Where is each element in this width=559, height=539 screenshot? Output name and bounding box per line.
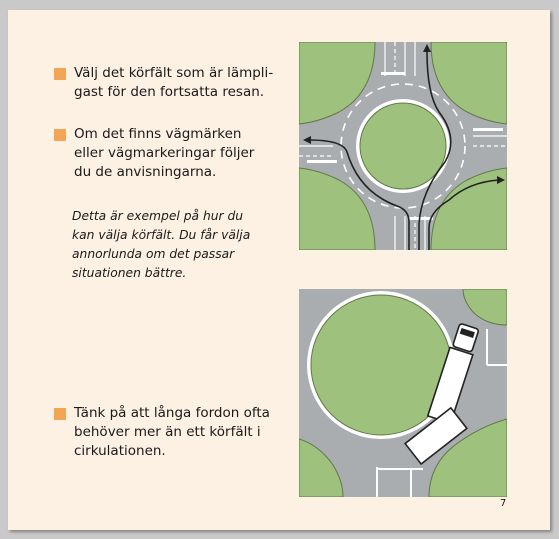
long-vehicle-figure xyxy=(299,289,507,497)
bullet-lane-choice xyxy=(54,64,273,102)
page-number: 7 xyxy=(500,498,507,509)
bullet-square xyxy=(54,408,66,420)
roundabout-lanes-figure xyxy=(299,42,507,250)
bullet-text: Om det finns vägmärken eller vägmarkeringar följer du de anvisningarna. xyxy=(74,126,255,180)
bullet-long-vehicles xyxy=(54,404,270,461)
page xyxy=(8,10,550,530)
bullet-text: Välj det körfält som är lämpli- gast för den fortsatta resan. xyxy=(74,65,274,100)
bullet-road-signs xyxy=(54,125,254,182)
example-note: Detta är exempel på hur du kan välja körfält. Du får välja annorlunda om det passar situationen bättre. xyxy=(72,209,251,280)
bullet-square xyxy=(54,129,66,141)
bullet-text: Tänk på att långa fordon ofta behöver mer än ett körfält i cirkulationen. xyxy=(74,405,270,459)
bullet-square xyxy=(54,68,66,80)
